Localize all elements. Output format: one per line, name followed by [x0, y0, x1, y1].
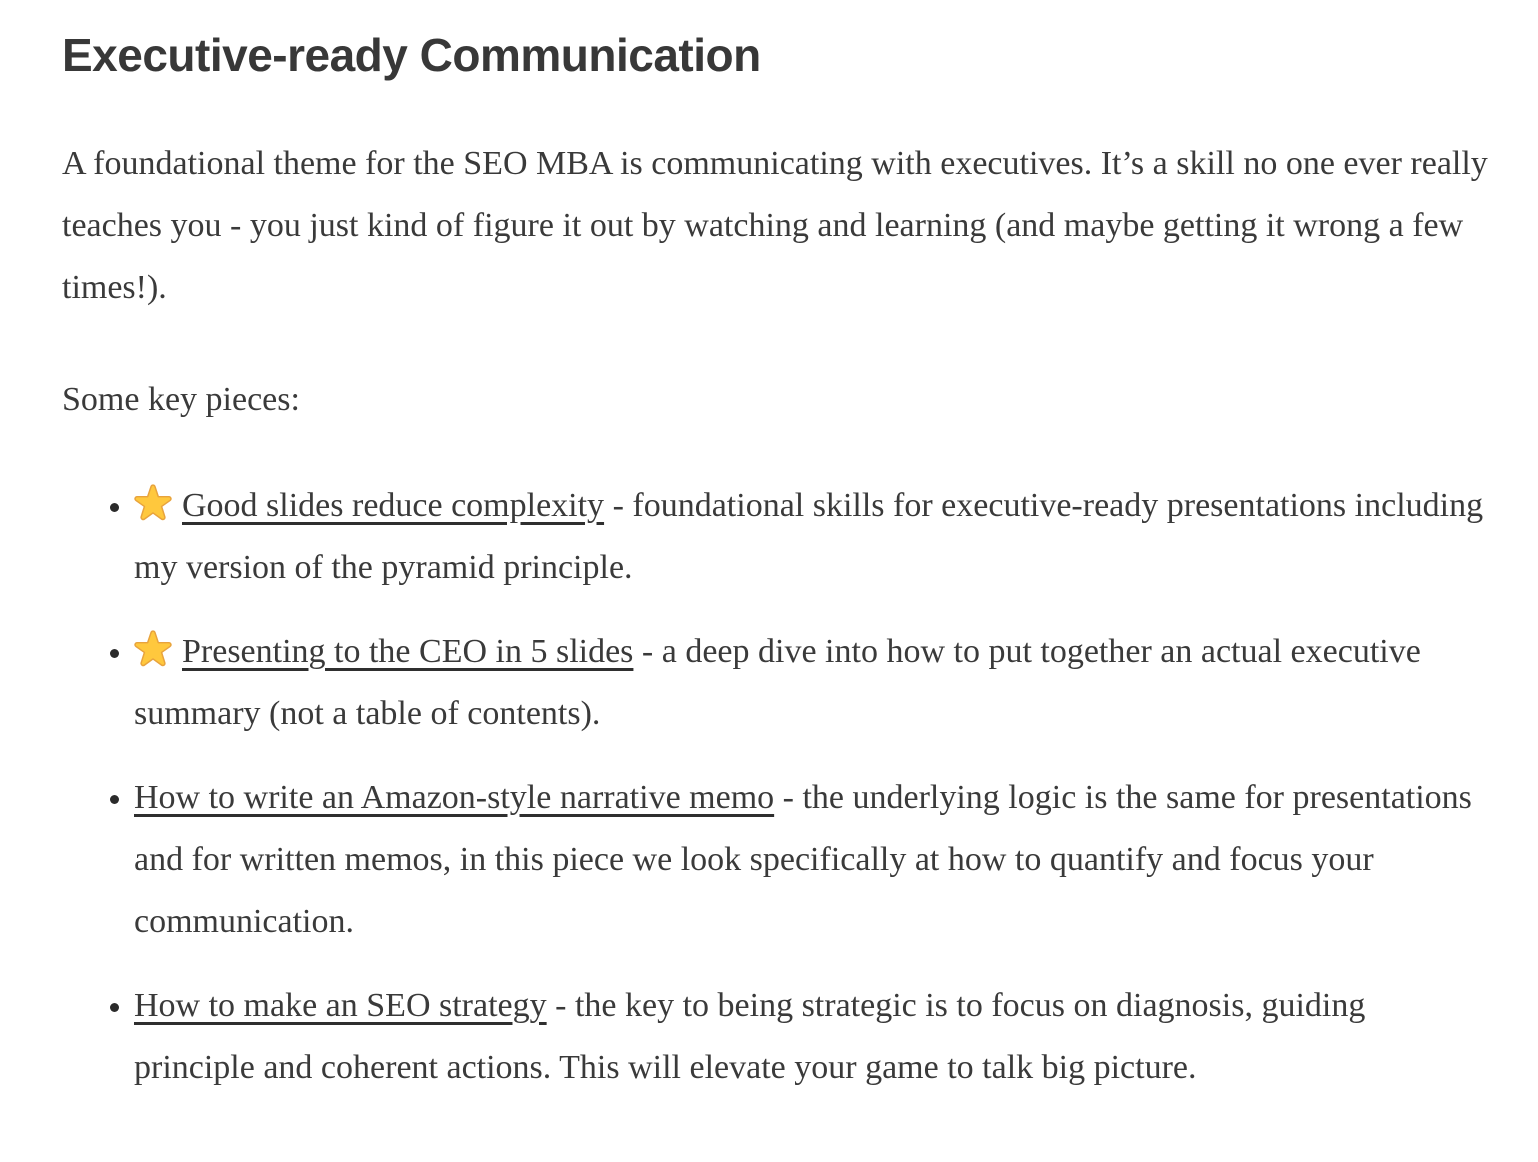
intro-paragraph: A foundational theme for the SEO MBA is communicating with executives. It’s a skill no one ever really teaches you - you just kind of figure it out by watching and learning (and maybe getting it wrong a few times!). [62, 144, 1488, 306]
piece-link[interactable]: Presenting to the CEO in 5 slides [182, 632, 634, 670]
list-item [134, 475, 1488, 599]
star-icon [134, 630, 172, 668]
list-item [134, 975, 1488, 1099]
bullet-text: - the key to being strategic is to focus on diagnosis, guiding principle and coherent actions. This will elevate your game to talk big picture. [134, 986, 1366, 1086]
star-icon [134, 484, 172, 522]
list-item [134, 621, 1488, 745]
key-pieces-list [62, 475, 1488, 1099]
bullet-text: - foundational skills for executive-ready presentations including my version of the pyramid principle. [134, 486, 1484, 586]
bullet-text: - a deep dive into how to put together an actual executive summary (not a table of contents). [134, 632, 1421, 732]
piece-link[interactable]: How to make an SEO strategy [134, 986, 547, 1024]
list-item [134, 767, 1488, 953]
page-title: Executive-ready Communication [62, 29, 761, 81]
key-pieces-subheading: Some key pieces: [62, 380, 300, 418]
bullet-text: - the underlying logic is the same for presentations and for written memos, in this piece we look specifically at how to quantify and focus your communication. [134, 778, 1472, 940]
piece-link[interactable]: Good slides reduce complexity [182, 486, 605, 524]
piece-link[interactable]: How to write an Amazon-style narrative memo [134, 778, 775, 816]
